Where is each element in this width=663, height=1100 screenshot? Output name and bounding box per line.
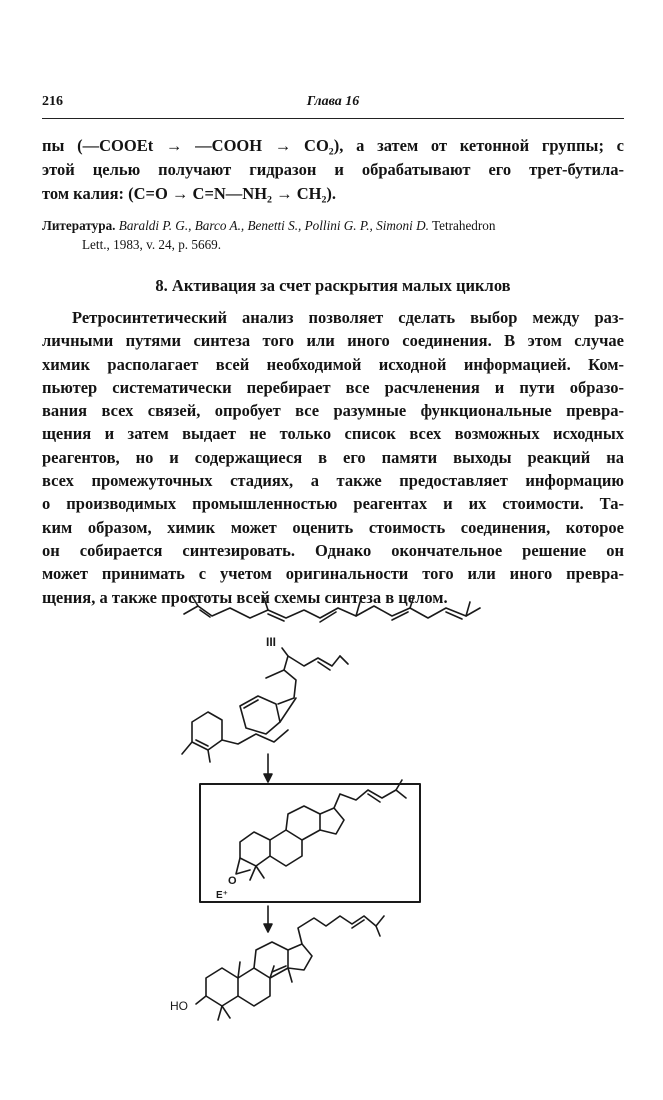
chapter-title: Глава 16 [306, 94, 360, 109]
body-line: о производимых промышленностью реагентах и их стоимости. Та- [42, 494, 624, 514]
body-line: щения, а также простоты всей схемы синтеза в целом. [42, 587, 448, 607]
reaction-arrow [264, 906, 272, 932]
boxed-intermediate [200, 780, 420, 902]
hydroxyl-label: HO [170, 999, 188, 1013]
intro-line: этой целью получают гидразон и обрабатывают его трет-бутила- [42, 160, 624, 179]
section-heading: 8. Активация за счет раскрытия малых циклов [155, 276, 511, 295]
squalene-structure [184, 596, 480, 649]
body-line: химик располагает всей необходимой исходной информацией. Ком- [42, 354, 624, 374]
body-line: ким образом, химик может оценить стоимость соединения, которое [42, 517, 624, 537]
reaction-scheme-figure [170, 594, 490, 1034]
body-line: всех промежуточных стадиях, а также предоставляет информацию [42, 471, 624, 491]
folded-squalene-structure [182, 648, 348, 762]
body-paragraph [42, 306, 624, 609]
header-rule [42, 118, 624, 119]
intro-line: пы (—COOEt → —COOH → CO₂), а затем от кетонной группы; с [42, 136, 624, 155]
epoxide-oxygen-label: O [228, 875, 237, 887]
intro-paragraph [42, 134, 624, 206]
body-line: Ретросинтетический анализ позволяет сделать выбор между раз- [72, 308, 624, 327]
compound-label: III [266, 635, 277, 649]
reference-block [42, 216, 624, 254]
running-header [42, 94, 624, 112]
reference-journal: Tetrahedron [431, 218, 496, 233]
body-line: вания всех связей, опробует все разумные функциональные превра- [42, 401, 624, 421]
body-line: щения и затем выдает не только список всех возможных исходных [42, 424, 624, 444]
reference-label: Литература. [42, 218, 116, 233]
body-line: он собирается синтезировать. Однако окончательное решение он [42, 540, 624, 560]
body-line: пьютер систематически перебирает все расчленения и пути образо- [42, 377, 624, 397]
lanosterol-structure [170, 916, 384, 1020]
body-line: реагентов, но и содержащиеся в его памяти выходы реакций на [42, 447, 624, 467]
reference-authors: Baraldi P. G., Barco A., Benetti S., Pollini G. P., Simoni D. [118, 218, 429, 233]
reference-details: Lett., 1983, v. 24, p. 5669. [82, 237, 222, 252]
electrophile-label: E⁺ [216, 890, 228, 901]
body-line: может принимать с учетом оригинальности того или иного превра- [42, 564, 624, 584]
body-line: личными путями синтеза того или иного соединения. В этом случае [42, 331, 624, 351]
reaction-arrow [264, 754, 272, 782]
page-number: 216 [42, 94, 63, 109]
intro-line: том калия: (C=O → C=N—NH₂ → CH₂). [42, 184, 337, 203]
